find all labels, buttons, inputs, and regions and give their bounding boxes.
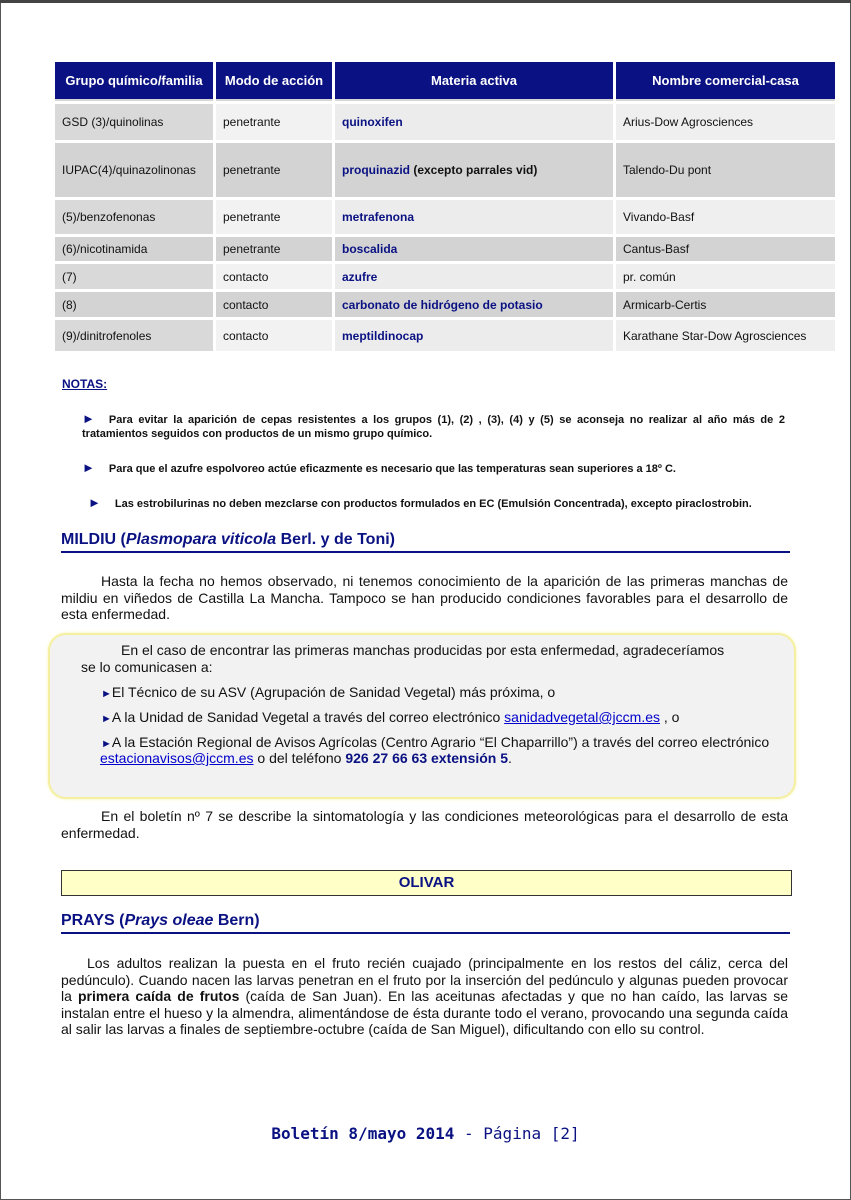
materia-name: boscalida — [342, 242, 398, 256]
triangle-right-icon: ► — [101, 738, 112, 750]
prays-paragraph — [61, 955, 788, 1038]
cell-materia — [335, 264, 613, 289]
paragraph-text: (caída de San Juan). En las aceitunas afectadas y que no han caído, las larvas se instalan entre el hueso y la almendra, alimentándose de ésta durante todo el verano, provocando una segunda caída al salir las larvas a finales de septiembre-octubre (caída de San Miguel), dificultando con ello su control. — [61, 988, 789, 1037]
email-link-estacionavisos[interactable]: estacionavisos@jccm.es — [100, 750, 254, 766]
header-materia: Materia activa — [335, 62, 613, 101]
materia-extra: (excepto parrales vid) — [410, 163, 538, 177]
cell-grupo: (8) — [55, 292, 213, 317]
callout-intro: En el caso de encontrar las primeras manchas producidas por esta enfermedad, agradeceríamos — [121, 642, 725, 658]
email-link-sanidadvegetal[interactable]: sanidadvegetal@jccm.es — [504, 709, 661, 725]
arrow-right-icon: ► — [82, 460, 95, 475]
callout-item-text: . — [508, 750, 512, 766]
note-item — [82, 461, 785, 476]
materia-name: proquinazid — [342, 163, 410, 177]
materia-name: azufre — [342, 269, 378, 284]
page-top-edge — [0, 0, 851, 3]
cell-nombre: Vivando-Basf — [616, 200, 835, 234]
cell-grupo: (5)/benzofenonas — [55, 200, 213, 234]
notas-title: NOTAS: — [62, 377, 108, 391]
page-footer — [0, 1124, 851, 1143]
heading-text: MILDIU ( — [61, 531, 126, 548]
arrow-right-icon: ► — [82, 411, 95, 426]
arrow-right-icon: ► — [88, 495, 101, 510]
paragraph-text: En el boletín nº 7 se describe la sintomatología y las condiciones meteorológicas para el desarrollo de esta enfermedad. — [61, 808, 788, 841]
mildiu-heading — [61, 531, 790, 553]
cell-grupo: (9)/dinitrofenoles — [55, 320, 213, 351]
cell-modo: contacto — [216, 320, 332, 351]
triangle-right-icon: ► — [101, 713, 112, 725]
cell-grupo: (7) — [55, 264, 213, 289]
cell-nombre: Karathane Star-Dow Agrosciences — [616, 320, 835, 351]
cell-grupo: GSD (3)/quinolinas — [55, 104, 213, 140]
note-text: Las estrobilurinas no deben mezclarse con productos formulados en EC (Emulsión Concentrada), excepto piraclostrobin. — [114, 498, 752, 510]
note-item — [82, 412, 785, 441]
heading-text: Bern) — [213, 912, 260, 929]
materia-name: quinoxifen — [342, 115, 403, 129]
cell-nombre: Talendo-Du pont — [616, 143, 835, 197]
header-modo: Modo de acción — [216, 62, 332, 101]
cell-nombre: Armicarb-Certis — [616, 292, 835, 317]
cell-materia — [335, 200, 613, 234]
note-text: Para que el azufre espolvoreo actúe eficazmente es necesario que las temperaturas sean superiores a 18º C. — [108, 463, 676, 475]
cell-modo: penetrante — [216, 104, 332, 140]
species-name: Prays oleae — [124, 912, 214, 929]
cell-grupo: (6)/nicotinamida — [55, 237, 213, 261]
cell-modo: contacto — [216, 264, 332, 289]
footer-page: - Página [2] — [454, 1124, 580, 1143]
table-row — [55, 264, 835, 289]
table-row — [55, 292, 835, 317]
heading-text: PRAYS ( — [61, 912, 125, 929]
note-text: Para evitar la aparición de cepas resistentes a los grupos (1), (2) , (3), (4) y (5) se aconseja no realizar al año más de 2 tratamientos seguidos con productos de un mismo grupo químico. — [82, 414, 785, 440]
callout-item — [101, 709, 679, 728]
prays-heading — [61, 912, 790, 934]
callout-item-text: A la Estación Regional de Avisos Agrícolas (Centro Agrario “El Chaparrillo”) a través del correo electrónico — [111, 734, 770, 750]
cell-grupo: IUPAC(4)/quinazolinonas — [55, 143, 213, 197]
species-name: Plasmopara viticola — [125, 531, 277, 548]
phone-number: 926 27 66 63 extensión 5 — [345, 750, 509, 766]
callout-item-text: , o — [660, 709, 680, 725]
cell-nombre: pr. común — [616, 264, 835, 289]
cell-modo: contacto — [216, 292, 332, 317]
paragraph-text: Los adultos realizan la puesta en el fruto recién cuajado (principalmente en los restos del cáliz, cerca del pedúnculo). Cuando nacen las larvas penetran en el fruto por la inserción del pedúnculo y algunas pueden provocar la — [61, 955, 788, 1004]
fungicide-table — [52, 59, 838, 354]
cell-modo: penetrante — [216, 143, 332, 197]
callout-item-text: A la Unidad de Sanidad Vegetal a través del correo electrónico — [111, 709, 505, 725]
materia-name: meptildinocap — [342, 328, 424, 343]
cell-nombre: Cantus-Basf — [616, 237, 835, 261]
note-item — [88, 496, 788, 511]
cell-materia — [335, 320, 613, 351]
cell-nombre: Arius-Dow Agrosciences — [616, 104, 835, 140]
cell-modo: penetrante — [216, 200, 332, 234]
table-row — [55, 143, 835, 197]
footer-bulletin: Boletín 8/mayo 2014 — [271, 1124, 455, 1143]
callout-item-text: El Técnico de su ASV (Agrupación de Sanidad Vegetal) más próxima, o — [111, 684, 556, 700]
materia-name: carbonato de hidrógeno de potasio — [342, 297, 543, 312]
paragraph-bold: primera caída de frutos — [77, 988, 240, 1004]
table-row — [55, 237, 835, 261]
heading-text: Berl. y de Toni) — [276, 531, 395, 548]
header-grupo: Grupo químico/familia — [55, 62, 213, 101]
callout-item — [101, 684, 555, 703]
cell-materia — [335, 292, 613, 317]
table-row — [55, 200, 835, 234]
triangle-right-icon: ► — [101, 688, 112, 700]
materia-name: metrafenona — [342, 210, 415, 224]
olivar-section-banner: OLIVAR — [61, 870, 792, 896]
callout-item-text: o del teléfono — [253, 750, 346, 766]
cell-materia — [335, 143, 613, 197]
cell-materia — [335, 104, 613, 140]
table-row — [55, 104, 835, 140]
callout-item-continued — [100, 750, 512, 767]
cell-modo: penetrante — [216, 237, 332, 261]
header-nombre: Nombre comercial-casa — [616, 62, 835, 101]
callout-intro: se lo comunicasen a: — [81, 659, 213, 675]
cell-materia — [335, 237, 613, 261]
mildiu-paragraph-2 — [61, 808, 788, 841]
table-row — [55, 320, 835, 351]
paragraph-text: Hasta la fecha no hemos observado, ni tenemos conocimiento de la aparición de las primeras manchas de mildiu en viñedos de Castilla La Mancha. Tampoco se han producido condiciones favorables para el desarrollo de esta enfermedad. — [61, 573, 788, 622]
mildiu-paragraph — [61, 573, 788, 623]
